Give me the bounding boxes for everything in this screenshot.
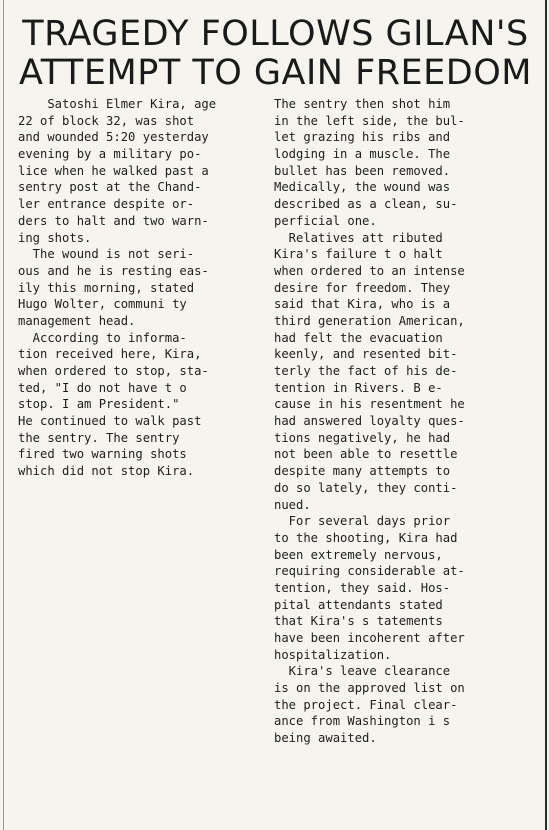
- article-line: been extremely nervous,: [274, 547, 443, 562]
- article-line: that Kira's s tatements: [274, 614, 443, 629]
- article-line: when ordered to an intense: [274, 263, 465, 278]
- article-line: let grazing his ribs and: [274, 130, 451, 145]
- article-line: tention, they said. Hos-: [274, 580, 451, 595]
- article-line: requiring considerable at-: [274, 564, 465, 579]
- article-line: The sentry then shot him: [274, 97, 451, 111]
- article-line: tions negatively, he had: [274, 430, 451, 445]
- article-line: nued.: [274, 497, 311, 512]
- article-line: said that Kira, who is a: [274, 297, 451, 312]
- article-line: tion received here, Kira,: [18, 347, 202, 362]
- headline-line-1: TRAGEDY FOLLOWS GILAN'S: [22, 14, 529, 54]
- left-border-rule: [3, 0, 4, 830]
- article-line: Kira's failure t o halt: [274, 247, 443, 262]
- article-line: had felt the evacuation: [274, 330, 443, 345]
- article-line: despite many attempts to: [274, 464, 451, 479]
- article-line: ous and he is resting eas-: [18, 263, 209, 278]
- article-line: do so lately, they conti-: [274, 480, 458, 495]
- article-line: third generation American,: [274, 313, 465, 328]
- article-line: when ordered to stop, sta-: [18, 364, 209, 378]
- article-line: Medically, the wound was: [274, 180, 451, 195]
- article-line: fired two warning shots: [18, 447, 187, 462]
- article-line: sentry post at the Chand-: [18, 180, 202, 195]
- article-line: hospitalization.: [274, 647, 392, 662]
- article-line: According to informa-: [18, 330, 187, 345]
- article-line: bullet has been removed.: [274, 163, 451, 178]
- article-line: Relatives att ributed: [274, 230, 443, 245]
- article-line: pital attendants stated: [274, 597, 443, 612]
- article-line: ders to halt and two warn-: [18, 213, 209, 228]
- article-line: in the left side, the bul-: [274, 113, 465, 128]
- article-line: Hugo Wolter, communi ty: [18, 297, 187, 312]
- article-line: Satoshi Elmer Kira, age: [18, 97, 217, 111]
- article-line: ily this morning, stated: [18, 280, 195, 295]
- article-line: have been incoherent after: [274, 631, 465, 645]
- article-line: ance from Washington i s: [274, 714, 451, 729]
- article-line: stop. I am President.": [18, 397, 180, 412]
- article-line: perficial one.: [274, 213, 377, 228]
- article-line: not been able to resettle: [274, 447, 458, 462]
- article-line: had answered loyalty ques-: [274, 414, 465, 429]
- article-line: ing shots.: [18, 230, 92, 245]
- headline-line-2: ATTEMPT TO GAIN FREEDOM: [19, 53, 532, 93]
- article-line: 22 of block 32, was shot: [18, 113, 195, 128]
- article-line: ted, "I do not have t o: [18, 380, 187, 395]
- article-line: He continued to walk past: [18, 414, 202, 429]
- article-line: tention in Rivers. B e-: [274, 380, 443, 395]
- article-line: being awaited.: [274, 731, 377, 746]
- article-line: to the shooting, Kira had: [274, 530, 458, 545]
- right-border-rule: [545, 0, 547, 830]
- article-line: is on the approved list on: [274, 681, 465, 696]
- article-line: lice when he walked past a: [18, 163, 209, 178]
- article-line: and wounded 5:20 yesterday: [18, 130, 209, 145]
- article-line: terly the fact of his de-: [274, 364, 458, 378]
- article-column-left: [18, 96, 268, 480]
- article-column-right: [274, 96, 530, 747]
- article-line: lodging in a muscle. The: [274, 147, 451, 162]
- article-line: management head.: [18, 313, 136, 328]
- article-line: cause in his resentment he: [274, 397, 465, 412]
- article-line: ler entrance despite or-: [18, 197, 195, 212]
- article-line: the sentry. The sentry: [18, 430, 180, 445]
- article-line: which did not stop Kira.: [18, 464, 195, 479]
- article-line: Kira's leave clearance: [274, 664, 451, 679]
- article-line: The wound is not seri-: [18, 247, 195, 262]
- article-line: the project. Final clear-: [274, 697, 458, 712]
- article-line: keenly, and resented bit-: [274, 347, 458, 362]
- article-line: evening by a military po-: [18, 147, 202, 162]
- article-line: desire for freedom. They: [274, 280, 451, 295]
- article-line: For several days prior: [274, 514, 451, 529]
- article-line: described as a clean, su-: [274, 197, 458, 212]
